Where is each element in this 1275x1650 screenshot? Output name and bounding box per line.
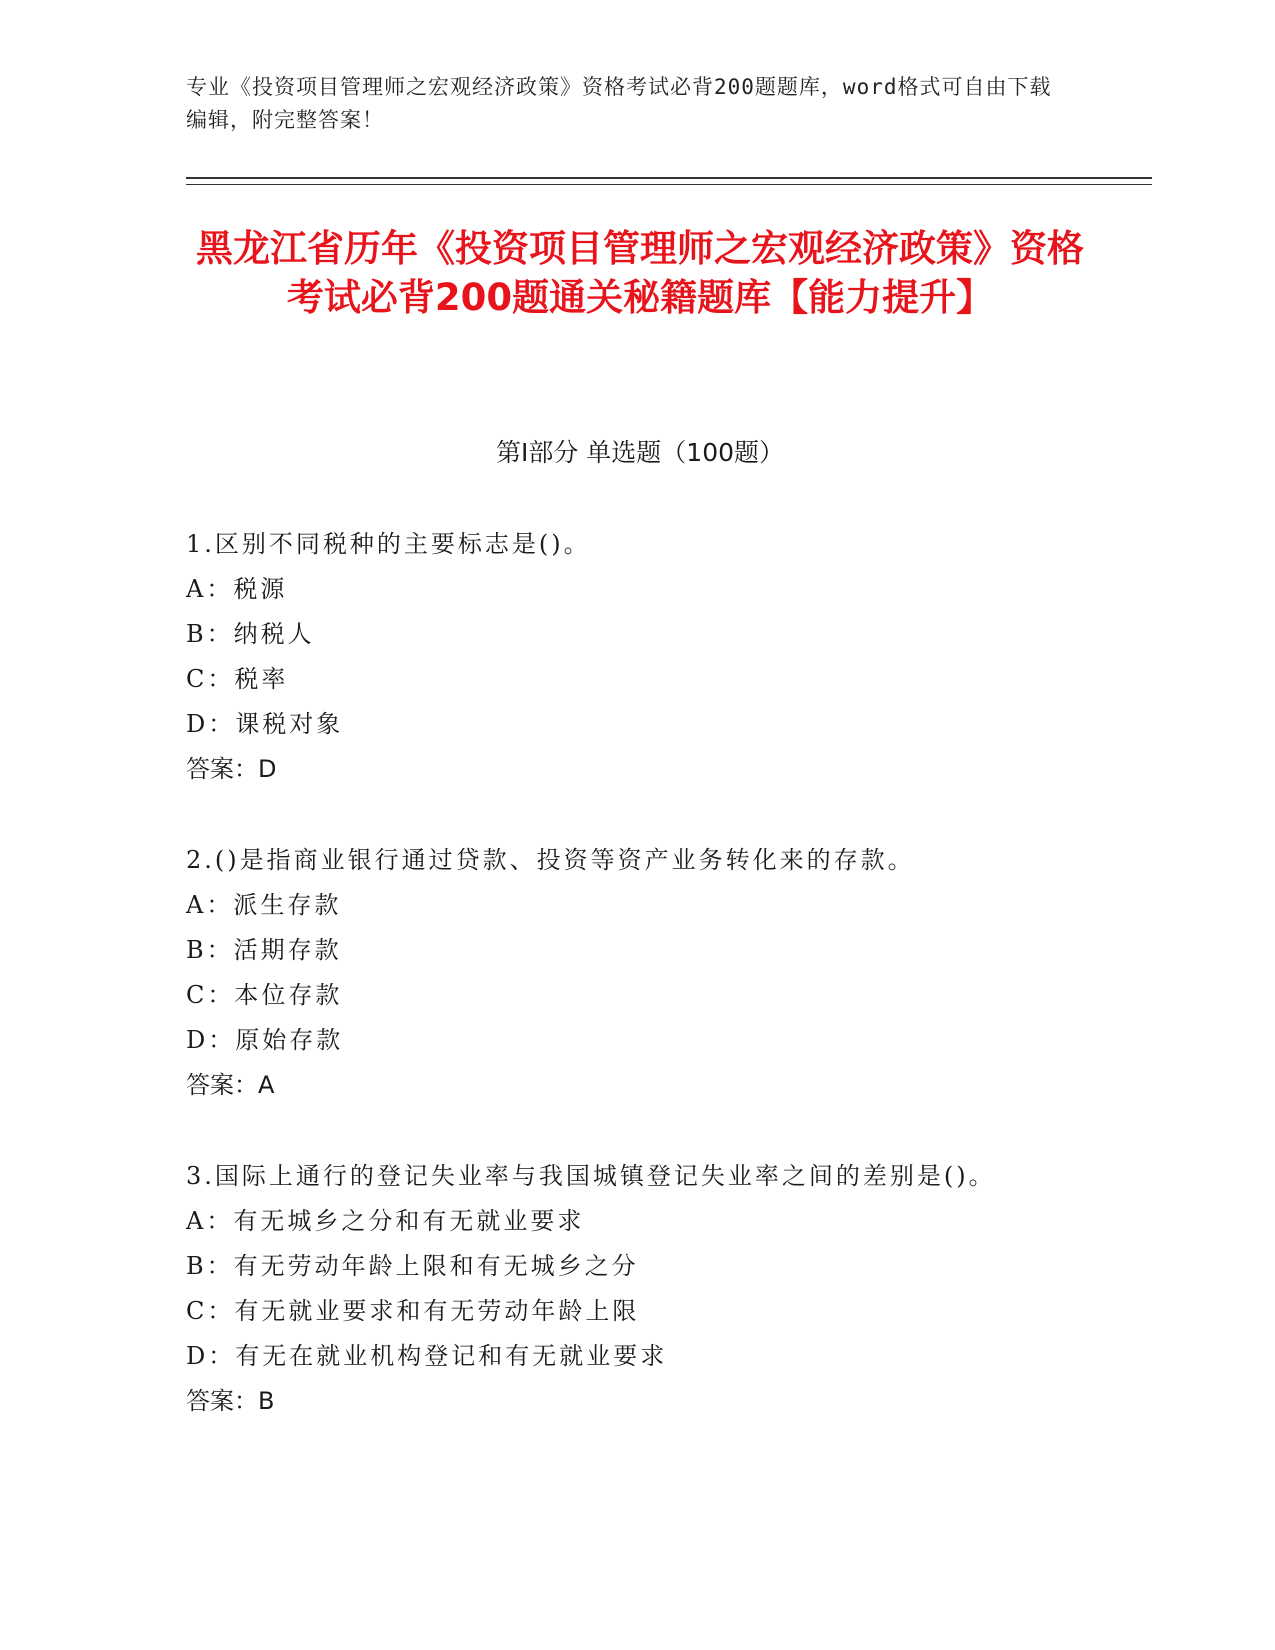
option-b: B：有无劳动年龄上限和有无城乡之分 [186,1252,639,1280]
option-c: C：有无就业要求和有无劳动年龄上限 [186,1297,640,1325]
option-a: A：派生存款 [186,891,342,919]
option-c: C：税率 [186,665,289,693]
option-b: B：纳税人 [186,620,315,648]
header-divider-thin [186,184,1152,185]
question-stem: 2.()是指商业银行通过贷款、投资等资产业务转化来的存款。 [186,846,915,874]
answer: 答案：B [186,1387,275,1415]
question-1 [186,522,1152,792]
question-list [186,522,1152,1470]
header-divider-thick [186,177,1152,179]
option-c: C：本位存款 [186,981,343,1009]
question-stem: 3.国际上通行的登记失业率与我国城镇登记失业率之间的差别是()。 [186,1162,996,1190]
answer: 答案：D [186,755,277,783]
document-title: 黑龙江省历年《投资项目管理师之宏观经济政策》资格考试必背200题通关秘籍题库【能力提升】 [196,227,1084,319]
section-title: 第Ⅰ部分 单选题（100题） [495,438,785,467]
option-d: D：有无在就业机构登记和有无就业要求 [186,1342,668,1370]
option-b: B：活期存款 [186,936,342,964]
option-a: A：税源 [186,575,288,603]
question-3 [186,1154,1152,1424]
question-2 [186,838,1152,1108]
header-note: 专业《投资项目管理师之宏观经济政策》资格考试必背200题题库，word格式可自由下载编辑，附完整答案！ [186,75,1052,132]
answer: 答案：A [186,1071,275,1099]
question-stem: 1.区别不同税种的主要标志是()。 [186,530,591,558]
option-d: D：原始存款 [186,1026,344,1054]
option-a: A：有无城乡之分和有无就业要求 [186,1207,585,1235]
option-d: D：课税对象 [186,710,344,738]
